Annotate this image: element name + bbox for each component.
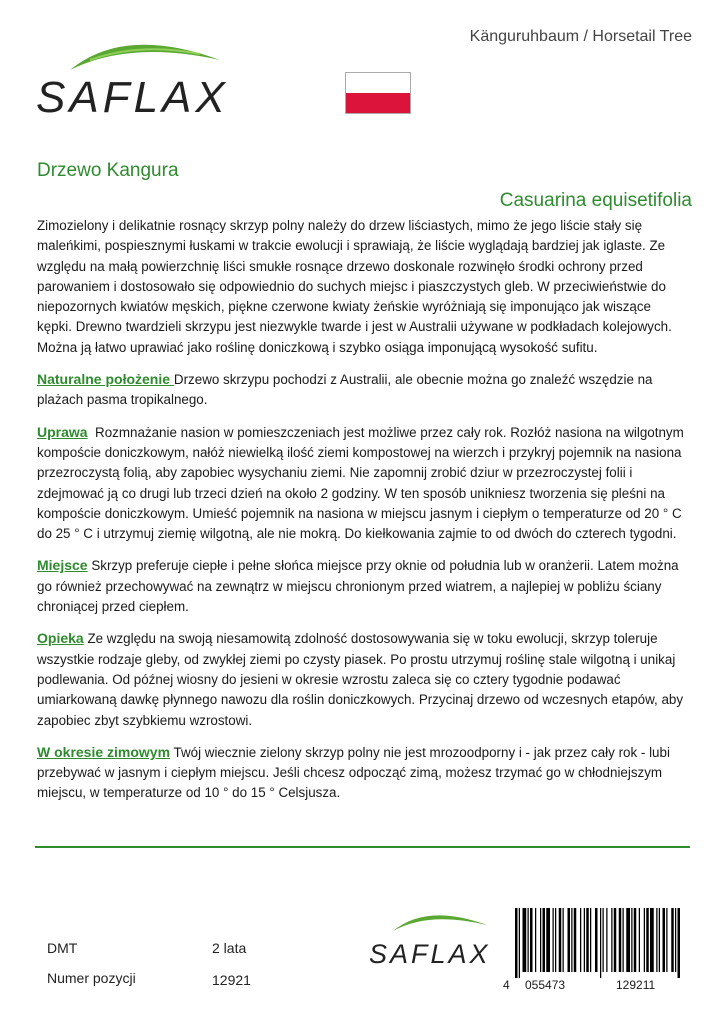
barcode-bar <box>659 908 660 972</box>
barcode-bar <box>623 908 624 972</box>
barcode-bar <box>559 908 562 972</box>
barcode-digits-right: 129211 <box>616 978 656 992</box>
section-care <box>37 628 687 730</box>
barcode-bar <box>586 908 589 972</box>
section-heading: W okresie zimowym <box>37 743 171 760</box>
barcode-bar <box>580 908 581 972</box>
section-natural-location <box>37 369 687 411</box>
barcode-bar <box>646 908 649 972</box>
barcode-bar <box>530 908 533 972</box>
barcode-bar <box>519 908 520 978</box>
barcode-bar <box>535 908 536 972</box>
barcode-bar <box>523 908 527 972</box>
barcode-bar <box>663 908 666 972</box>
barcode-bar <box>540 908 541 972</box>
barcode-bar <box>631 908 632 972</box>
barcode-bar <box>675 908 676 972</box>
barcode-bar <box>584 908 585 972</box>
barcode-bar <box>678 908 681 978</box>
barcode-bar <box>590 908 591 972</box>
barcode-bar <box>639 908 640 972</box>
page-title: Drzewo Kangura <box>37 160 179 181</box>
section-text: Rozmnażanie nasion w pomieszczeniach jest możliwe przez cały rok. Rozłóż nasiona na wilgotnym kompoście doniczkowym, nałóż niewielką ilość ziemi kompostowej na wierzch i przykryj pojemnik na nasiona przezroczystą folią, aby zapobiec wysychaniu ziemi. Nie zapomnij zrobić dziur w przezroczystej folii i zdejmować ją co drugi lub trzeci dzień na około 2 godziny. W ten sposób unikniesz tworzenia się pleśni na kompoście doniczkowym. Umieść pojemnik na nasiona w miejscu jasnym i ciepłym o temperaturze od 20 ° C do 25 ° C i utrzymuj ziemię wilgotną, ale nie mokrą. Do kiełkowania zajmie to od dwóch do czterech tygodni. <box>37 424 684 542</box>
footer-divider <box>35 846 690 848</box>
section-text: Twój wiecznie zielony skrzyp polny nie jest mrozoodporny i - jak przez cały rok - lubi przebywać w jasnym i ciepłym miejscu. Jeśli chcesz odpocząć zimą, możesz trzymać go w chłodniejszym miejscu, w temperaturze od 10 ° do 15 ° Celsjusza. <box>37 744 670 801</box>
barcode-bar <box>555 908 556 972</box>
saflax-logo-small <box>365 905 495 975</box>
barcode-bar <box>611 908 612 972</box>
section-heading: Naturalne położenie <box>37 371 174 388</box>
barcode-bar <box>614 908 617 972</box>
section-cultivation <box>37 422 687 545</box>
barcode-bar <box>644 908 645 972</box>
barcode-bar <box>595 908 598 972</box>
product-name-header: Känguruhbaum / Horsetail Tree <box>469 28 692 45</box>
section-heading: Uprawa <box>37 423 88 440</box>
barcode-bar <box>568 908 571 972</box>
barcode-bar <box>650 908 654 972</box>
section-heading: Miejsce <box>37 557 88 574</box>
barcode-digits-left: 055473 <box>525 978 566 992</box>
barcode-bar <box>656 908 657 972</box>
poland-flag-icon <box>345 72 411 114</box>
barcode-bar <box>634 908 637 972</box>
barcode-bar <box>574 908 577 972</box>
barcode-bar <box>603 908 604 972</box>
intro-paragraph: Zimozielony i delikatnie rosnący skrzyp polny należy do drzew liściastych, mimo że jego liście stały się maleńkimi, pospiesznymi łuskami w trakcie ewolucji i sprawiają, że liście wyglądają bardziej jak iglaste. Ze względu na małą powierzchnię liści smukłe rosnące drzewo doskonale rozwinęło środki ochrony przed parowaniem i dostosowało się odpowiednio do suchych miejsc i piaszczystych gleb. W przeciwieństwie do niepozornych kwiatów męskich, piękne czerwone kwiaty żeńskie wyróżniają się imponująco jak wiszące kępki. Drewno twardzieli skrzypu jest niezwykle twarde i jest w Australii używane w podkładach kolejowych. Można ją łatwo uprawiać jako roślinę doniczkową i szybko osiąga imponującą wysokość sufitu. <box>37 218 672 355</box>
barcode-bar <box>546 908 550 972</box>
barcode-digit-first: 4 <box>503 978 510 992</box>
barcode-bar <box>666 908 667 972</box>
dmt-value: 2 lata <box>212 940 247 956</box>
barcode-bar <box>515 908 518 978</box>
barcode-bar <box>528 908 529 972</box>
section-location <box>37 555 687 617</box>
section-text: Skrzyp preferuje ciepłe i pełne słońca miejsce przy oknie od południa lub w oranżerii. Latem można go również przechowywać na zewnątrz w miejscu chronionym przed wiatrem, a najlepiej w pobliżu ściany chroniącej przed ciepłem. <box>37 558 679 615</box>
logo-wordmark: SAFLAX <box>36 73 229 122</box>
section-text: Drzewo skrzypu pochodzi z Australii, ale obecnie można go znaleźć wszędzie na plażach pasma tropikalnego. <box>37 372 653 408</box>
section-winter <box>37 742 687 804</box>
dmt-label: DMT <box>47 940 78 956</box>
latin-name: Casuarina equisetifolia <box>499 190 692 211</box>
barcode <box>513 908 683 978</box>
item-number-value: 12921 <box>212 972 251 988</box>
saflax-logo <box>30 30 240 130</box>
barcode-bar <box>600 908 601 978</box>
logo-wordmark: SAFLAX <box>369 939 491 969</box>
description-body <box>37 216 687 815</box>
item-number-label: Numer pozycji <box>47 970 136 986</box>
barcode-bar <box>606 908 607 972</box>
barcode-bar <box>571 908 572 972</box>
section-text: Ze względu na swoją niesamowitą zdolność dostosowywania się w toku ewolucji, skrzyp toleruje wszystkie rodzaje gleby, od zwykłej ziemi po czysty piasek. Po prostu utrzymuj roślinę stale wilgotną i unikaj podlewania. Od późnej wiosny do jesieni w okresie wzrostu zaleca się co cztery tygodnie podawać umiarkowaną dawkę płynnego nawozu dla roślin doniczkowych. Przycinaj drzewo od wczesnych etapów, aby zapobiec zbyt szybkiemu wzrostowi. <box>37 631 684 728</box>
barcode-bar <box>563 908 564 972</box>
barcode-bar <box>543 908 546 972</box>
barcode-bar <box>671 908 674 972</box>
section-heading: Opieka <box>37 630 84 647</box>
barcode-bar <box>619 908 622 972</box>
barcode-bar <box>553 908 554 972</box>
barcode-bar <box>626 908 630 972</box>
